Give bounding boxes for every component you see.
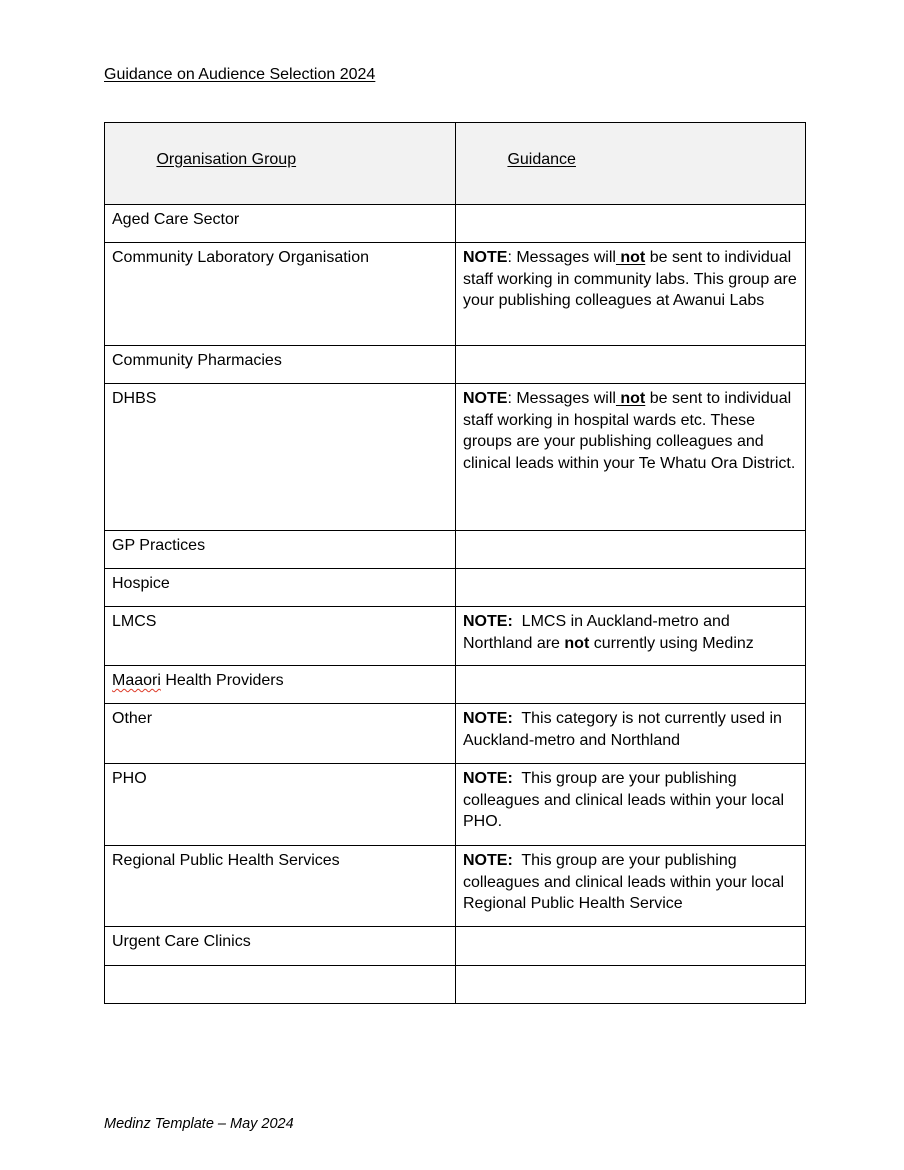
organisation-group-cell: Hospice <box>105 569 456 607</box>
guidance-cell <box>456 569 806 607</box>
misspelled-word: Maaori <box>112 672 161 689</box>
guidance-text-segment: This group are your publishing colleagues and clinical leads within your local PHO. <box>463 770 789 830</box>
guidance-cell <box>456 531 806 569</box>
organisation-group-cell: LMCS <box>105 607 456 666</box>
guidance-cell <box>456 384 806 531</box>
organisation-group-cell: DHBS <box>105 384 456 531</box>
organisation-group-cell: GP Practices <box>105 531 456 569</box>
guidance-text-segment: not <box>615 390 646 407</box>
guidance-cell <box>456 704 806 764</box>
guidance-text-segment: LMCS in Auckland-metro and Northland are <box>463 613 735 652</box>
column-header-guidance <box>456 123 806 205</box>
table-row <box>105 346 806 384</box>
guidance-text-segment: NOTE <box>463 390 508 407</box>
guidance-cell <box>456 966 806 1004</box>
table-row <box>105 846 806 927</box>
table-row <box>105 384 806 531</box>
table-row <box>105 569 806 607</box>
table-row <box>105 966 806 1004</box>
guidance-text-segment: This group are your publishing colleagues and clinical leads within your local Regional Public Health Service <box>463 852 789 912</box>
guidance-cell <box>456 243 806 346</box>
guidance-text-segment: : Messages will <box>507 390 616 407</box>
guidance-text-segment: NOTE: <box>463 852 513 869</box>
guidance-cell <box>456 666 806 704</box>
organisation-group-cell: Other <box>105 704 456 764</box>
table-row <box>105 205 806 243</box>
organisation-group-cell: Community Pharmacies <box>105 346 456 384</box>
guidance-cell <box>456 607 806 666</box>
guidance-text-segment: NOTE <box>463 249 508 266</box>
organisation-group-cell: Aged Care Sector <box>105 205 456 243</box>
organisation-group-cell: Community Laboratory Organisation <box>105 243 456 346</box>
guidance-cell <box>456 205 806 243</box>
table-row <box>105 927 806 966</box>
guidance-text-segment: not <box>615 249 646 266</box>
table-row <box>105 531 806 569</box>
guidance-text-segment: : Messages will <box>507 249 616 266</box>
guidance-cell <box>456 764 806 846</box>
guidance-table <box>104 122 806 1004</box>
organisation-group-cell: Urgent Care Clinics <box>105 927 456 966</box>
guidance-text-segment: be sent to individual staff working in hospital wards etc. These groups are your publishing colleagues and clinical leads within your Te Whatu Ora District. <box>463 390 796 472</box>
document-title: Guidance on Audience Selection 2024 <box>104 66 376 83</box>
table-row <box>105 607 806 666</box>
guidance-text-segment: NOTE: <box>463 710 513 727</box>
document-footer: Medinz Template – May 2024 <box>104 1116 294 1132</box>
guidance-text-segment: be sent to individual staff working in community labs. This group are your publishing colleagues at Awanui Labs <box>463 249 802 309</box>
table-row <box>105 764 806 846</box>
table-row <box>105 243 806 346</box>
guidance-text-segment: NOTE: <box>463 613 513 630</box>
column-header-organisation-group-label: Organisation Group <box>156 150 297 168</box>
guidance-text-segment: This category is not currently used in Auckland-metro and Northland <box>463 710 786 749</box>
column-header-guidance-label: Guidance <box>507 150 576 168</box>
table-header-row <box>105 123 806 205</box>
guidance-cell <box>456 846 806 927</box>
guidance-table-head <box>105 123 806 205</box>
organisation-group-cell <box>105 966 456 1004</box>
guidance-text-segment: currently using Medinz <box>589 634 754 652</box>
guidance-text-segment: not <box>564 634 590 652</box>
table-row <box>105 704 806 764</box>
guidance-cell <box>456 346 806 384</box>
column-header-organisation-group <box>105 123 456 205</box>
guidance-text-segment: NOTE: <box>463 770 513 787</box>
guidance-table-body <box>105 205 806 1004</box>
guidance-cell <box>456 927 806 966</box>
organisation-group-cell: Maaori Health Providers <box>105 666 456 704</box>
table-row <box>105 666 806 704</box>
organisation-group-cell: PHO <box>105 764 456 846</box>
organisation-group-cell: Regional Public Health Services <box>105 846 456 927</box>
